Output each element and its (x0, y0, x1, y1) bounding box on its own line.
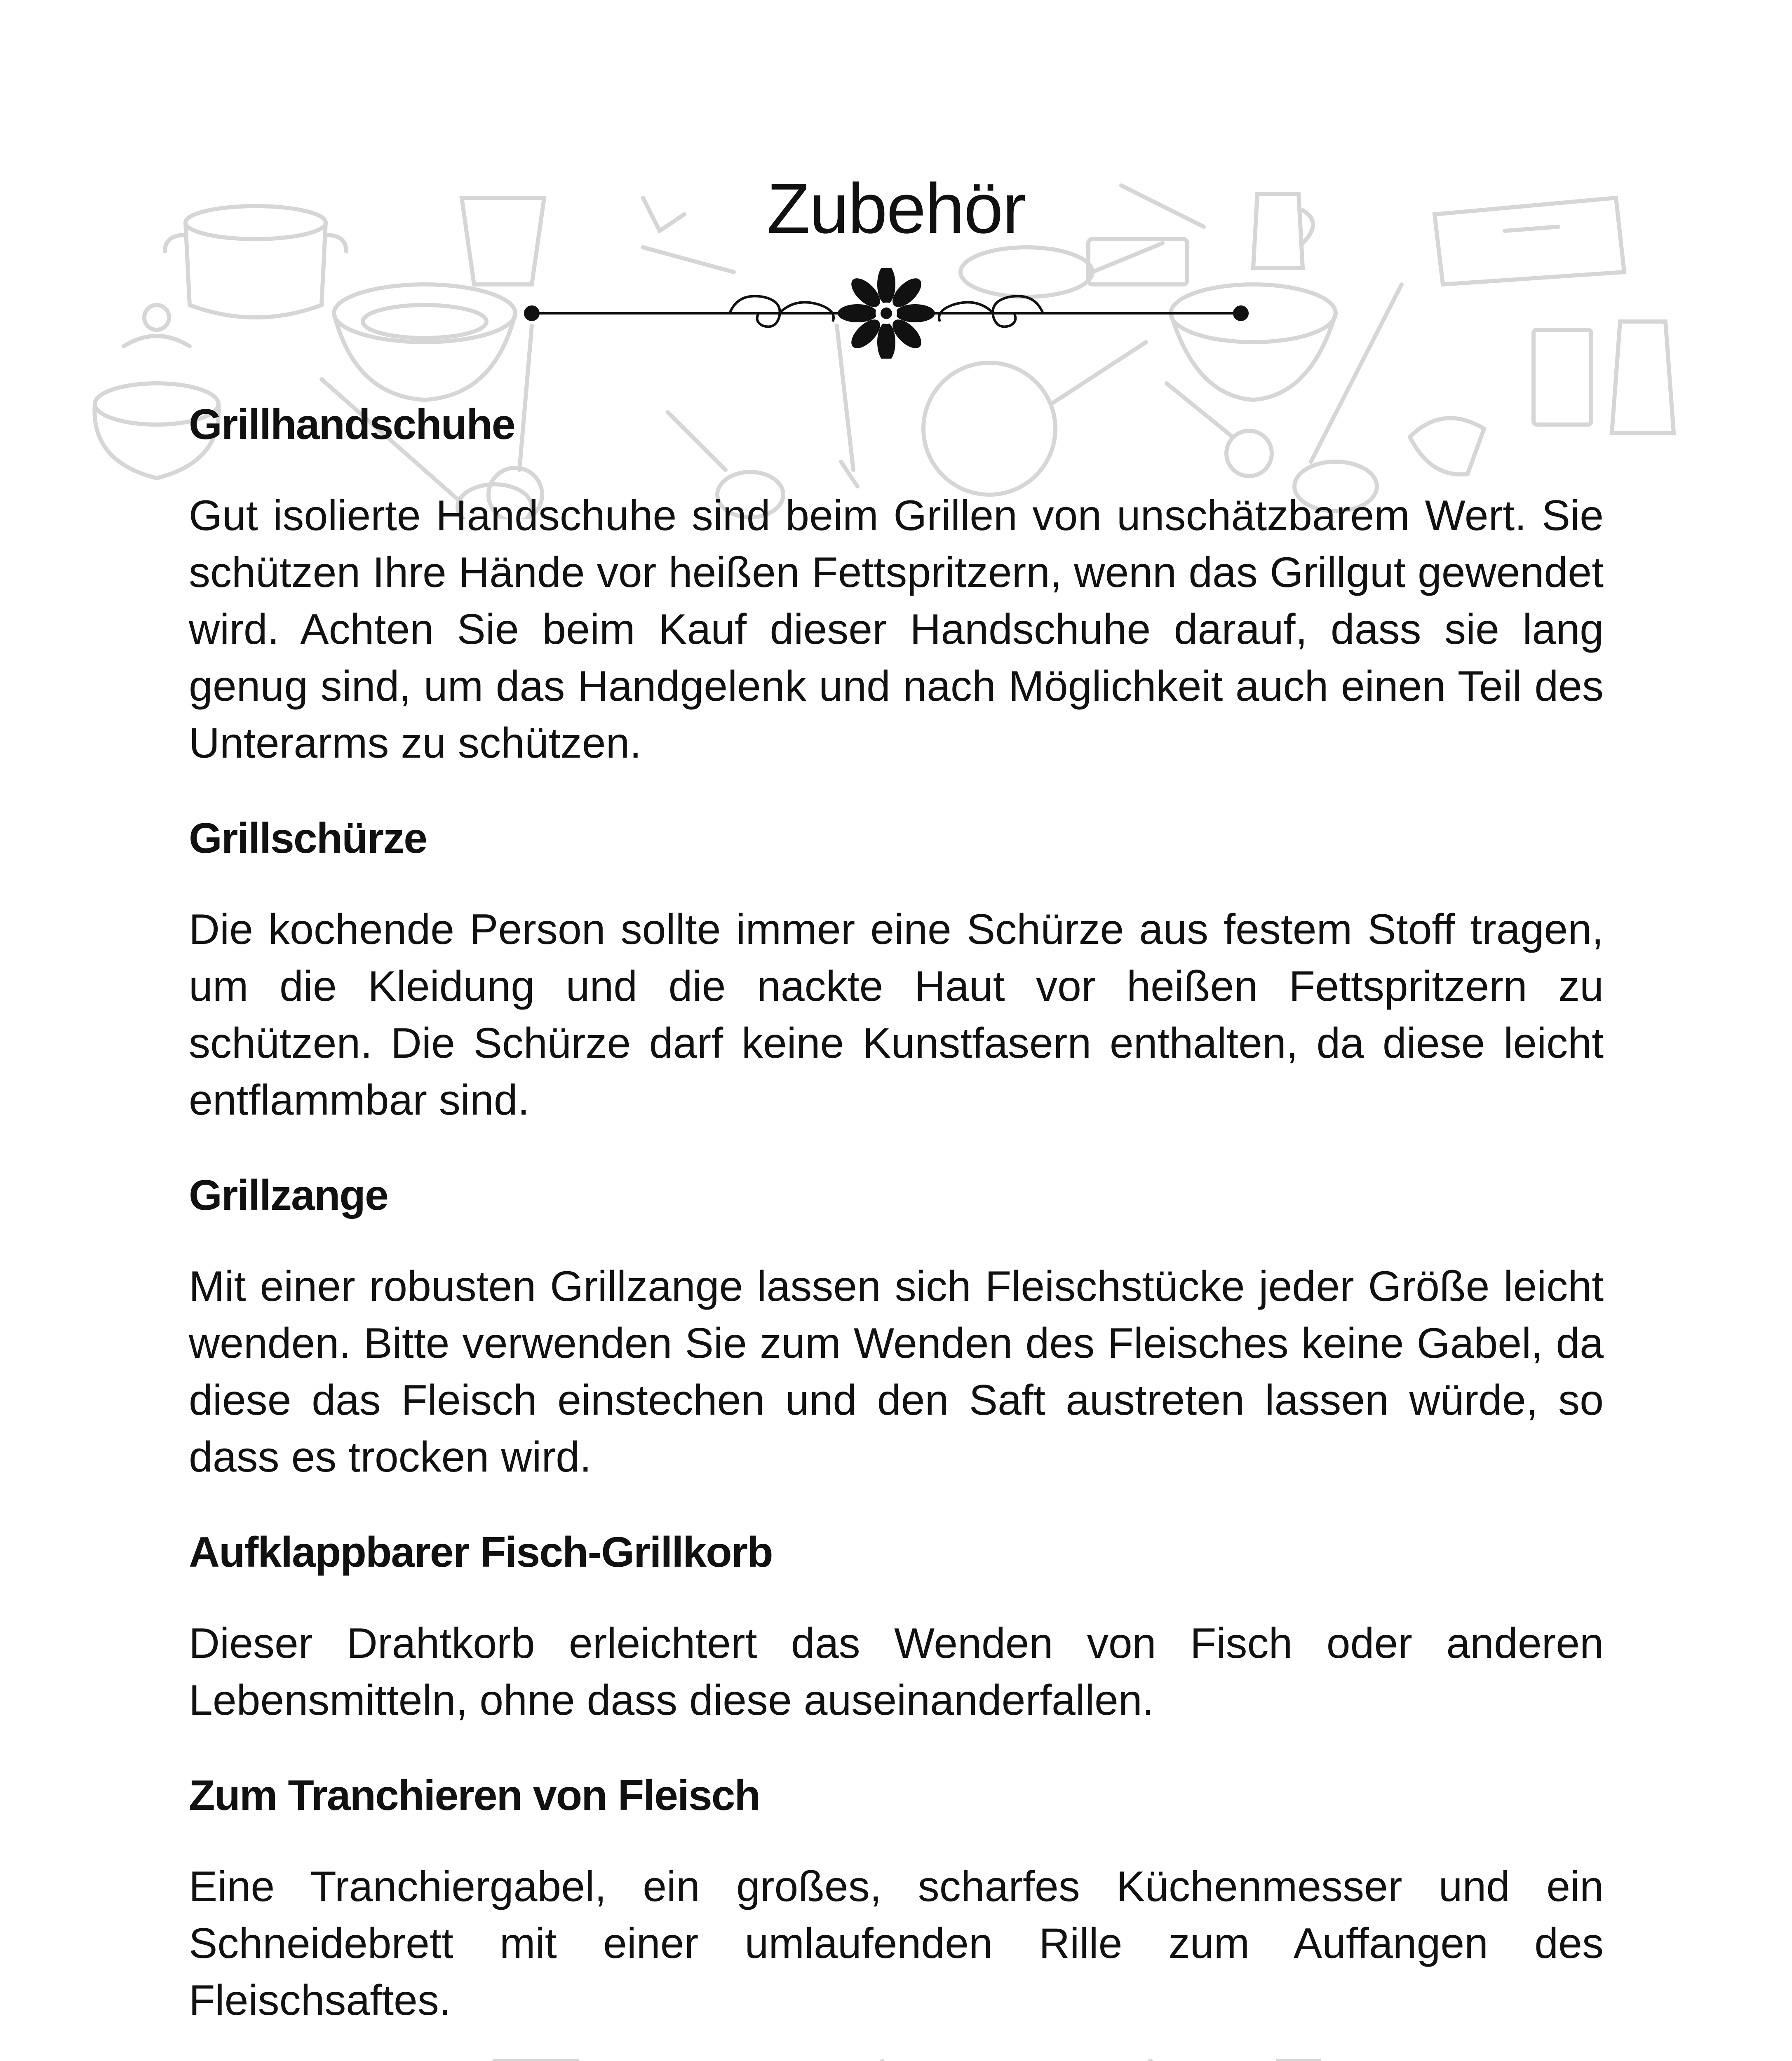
section-text: Dieser Drahtkorb erleichtert das Wenden von Fisch oder anderen Lebensmitteln, ohne dass diese auseinanderfallen. (189, 1620, 1604, 1724)
section-text: Gut isolierte Handschuhe sind beim Grillen von unschätzbarem Wert. Sie schützen Ihre Hände vor heißen Fettspritzern, wenn das Grillgut gewendet wird. Achten Sie beim Kauf dieser Handschuhe darauf, dass sie lang genug sind, um das Handgelenk und nach Möglichkeit auch einen Teil des Unterarms zu schützen. (189, 492, 1604, 767)
section-grillschuerze (189, 810, 1604, 1129)
section-tranchieren (189, 1767, 1604, 2029)
section-heading: Aufklappbarer Fisch-Grillkorb (189, 1528, 773, 1576)
section-text: Eine Tranchiergabel, ein großes, scharfes Küchenmesser und ein Schneidebrett mit einer umlaufenden Rille zum Auffangen des Fleischsaftes. (189, 1863, 1604, 2024)
page-title: Zubehör (767, 169, 1025, 248)
section-grillhandschuhe (189, 396, 1604, 772)
flower-divider-icon (515, 268, 1257, 359)
section-heading: Zum Tranchieren von Fleisch (189, 1772, 760, 1819)
section-heading: Grillzange (189, 1171, 388, 1219)
section-fisch-grillkorb (189, 1523, 1604, 1729)
section-text: Die kochende Person sollte immer eine Schürze aus festem Stoff tragen, um die Kleidung und die nackte Haut vor heißen Fettspritzern zu schützen. Die Schürze darf keine Kunstfasern enthalten, da diese leicht entflammbar sind. (189, 906, 1604, 1124)
content (189, 396, 1604, 2061)
section-text: Mit einer robusten Grillzange lassen sich Fleischstücke jeder Größe leicht wenden. Bitte verwenden Sie zum Wenden des Fleisches keine Gabel, da diese das Fleisch einstechen und den Saft austreten lassen würde, so dass es trocken wird. (189, 1263, 1604, 1481)
grater-icon (1612, 322, 1674, 433)
section-grillzange (189, 1167, 1604, 1486)
section-heading: Grillhandschuhe (189, 401, 515, 448)
section-heading: Grillschürze (189, 815, 427, 862)
bowl-icon (334, 284, 515, 400)
